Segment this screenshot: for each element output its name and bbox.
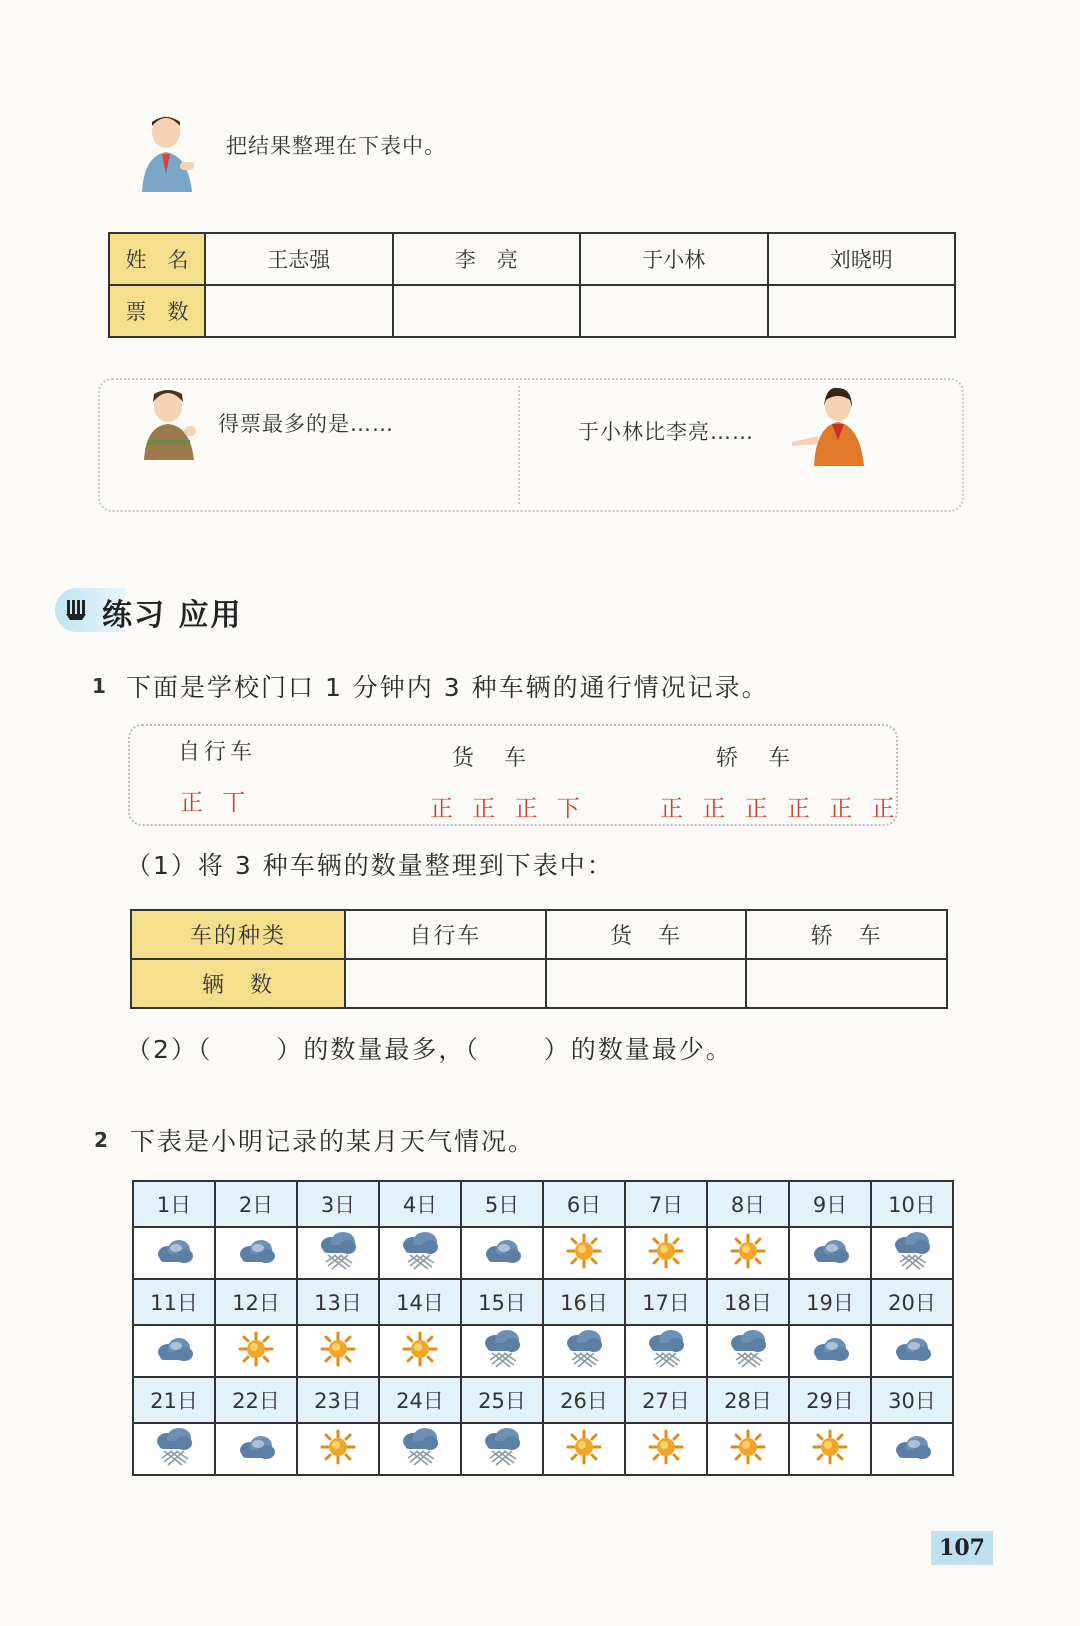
sun-icon — [648, 1450, 684, 1469]
weather-row — [133, 1227, 953, 1279]
votes-blank-cell[interactable] — [580, 285, 768, 337]
date-row — [133, 1181, 953, 1227]
cloud-icon — [810, 1347, 850, 1366]
cloud-icon — [892, 1347, 932, 1366]
rain-icon — [564, 1354, 604, 1373]
vehicle-type-cell: 自行车 — [345, 910, 546, 959]
weather-row — [133, 1423, 953, 1475]
vehicle-type-cell: 轿 车 — [746, 910, 947, 959]
date-cell: 13日 — [297, 1279, 379, 1325]
weather-cell — [379, 1325, 461, 1377]
weather-cell — [625, 1325, 707, 1377]
sun-icon — [648, 1254, 684, 1273]
weather-cell — [707, 1227, 789, 1279]
cloud-icon — [810, 1249, 850, 1268]
date-cell: 1日 — [133, 1181, 215, 1227]
votes-blank-cell[interactable] — [205, 285, 393, 337]
votes-blank-cell[interactable] — [393, 285, 581, 337]
date-cell: 10日 — [871, 1181, 953, 1227]
weather-cell — [461, 1423, 543, 1475]
sun-icon — [730, 1254, 766, 1273]
sun-icon — [238, 1352, 274, 1371]
date-cell: 21日 — [133, 1377, 215, 1423]
date-cell: 11日 — [133, 1279, 215, 1325]
weather-table — [132, 1180, 954, 1476]
votes-header: 票 数 — [109, 285, 205, 337]
right-bubble-text: 于小林比李亮…… — [578, 420, 754, 444]
vehicle-table — [130, 909, 948, 1009]
date-cell: 2日 — [215, 1181, 297, 1227]
weather-cell — [297, 1325, 379, 1377]
name-cell: 于小林 — [580, 233, 768, 285]
dialogue-divider — [518, 386, 520, 504]
vehicle-count-header: 辆 数 — [131, 959, 345, 1008]
vehicle-count-blank-cell[interactable] — [546, 959, 747, 1008]
date-cell: 28日 — [707, 1377, 789, 1423]
weather-cell — [379, 1423, 461, 1475]
weather-cell — [461, 1325, 543, 1377]
votes-blank-cell[interactable] — [768, 285, 956, 337]
rain-icon — [400, 1256, 440, 1275]
tally-label-truck: 货 车 — [452, 746, 531, 771]
name-header: 姓 名 — [109, 233, 205, 285]
date-cell: 19日 — [789, 1279, 871, 1325]
weather-cell — [379, 1227, 461, 1279]
tally-mark-bicycle: 正 丅 — [180, 790, 252, 816]
cloud-icon — [154, 1249, 194, 1268]
question-1-number: 1 — [92, 674, 106, 698]
rain-icon — [400, 1452, 440, 1471]
weather-cell — [871, 1423, 953, 1475]
cloud-icon — [236, 1249, 276, 1268]
weather-cell — [543, 1423, 625, 1475]
weather-cell — [215, 1227, 297, 1279]
date-cell: 29日 — [789, 1377, 871, 1423]
date-cell: 30日 — [871, 1377, 953, 1423]
date-cell: 20日 — [871, 1279, 953, 1325]
date-cell: 25日 — [461, 1377, 543, 1423]
date-cell: 27日 — [625, 1377, 707, 1423]
left-bubble-text: 得票最多的是…… — [218, 412, 394, 436]
boy-illustration — [138, 384, 204, 460]
weather-cell — [133, 1227, 215, 1279]
sun-icon — [320, 1450, 356, 1469]
date-cell: 6日 — [543, 1181, 625, 1227]
sun-icon — [320, 1352, 356, 1371]
date-row — [133, 1279, 953, 1325]
name-cell: 刘晓明 — [768, 233, 956, 285]
weather-row — [133, 1325, 953, 1377]
weather-cell — [871, 1227, 953, 1279]
weather-cell — [133, 1325, 215, 1377]
weather-cell — [297, 1227, 379, 1279]
cloud-icon — [482, 1249, 522, 1268]
date-cell: 3日 — [297, 1181, 379, 1227]
weather-cell — [543, 1325, 625, 1377]
section-title: 练习 应用 — [102, 598, 243, 633]
weather-cell — [133, 1423, 215, 1475]
weather-cell — [215, 1325, 297, 1377]
cloud-icon — [892, 1445, 932, 1464]
date-cell: 23日 — [297, 1377, 379, 1423]
date-cell: 14日 — [379, 1279, 461, 1325]
cloud-icon — [154, 1347, 194, 1366]
exercise-icon — [64, 598, 88, 622]
weather-cell — [789, 1325, 871, 1377]
sun-icon — [402, 1352, 438, 1371]
question-2-number: 2 — [94, 1128, 108, 1152]
page-number: 107 — [931, 1531, 993, 1565]
date-cell: 22日 — [215, 1377, 297, 1423]
vote-table — [108, 232, 956, 338]
vehicle-type-header: 车的种类 — [131, 910, 345, 959]
rain-icon — [482, 1452, 522, 1471]
date-cell: 8日 — [707, 1181, 789, 1227]
weather-cell — [543, 1227, 625, 1279]
date-cell: 12日 — [215, 1279, 297, 1325]
sun-icon — [566, 1254, 602, 1273]
date-cell: 17日 — [625, 1279, 707, 1325]
girl-illustration — [792, 386, 872, 466]
question-1-part-2: （2）（ ）的数量最多，（ ）的数量最少。 — [126, 1035, 733, 1064]
date-cell: 9日 — [789, 1181, 871, 1227]
question-2-text: 下表是小明记录的某月天气情况。 — [130, 1127, 536, 1156]
sun-icon — [566, 1450, 602, 1469]
date-cell: 26日 — [543, 1377, 625, 1423]
tally-label-car: 轿 车 — [716, 746, 795, 771]
tally-mark-car: 正 正 正 正 正 正 — [660, 796, 901, 822]
weather-cell — [461, 1227, 543, 1279]
rain-icon — [318, 1256, 358, 1275]
weather-cell — [625, 1423, 707, 1475]
date-cell: 5日 — [461, 1181, 543, 1227]
rain-icon — [482, 1354, 522, 1373]
question-1-text: 下面是学校门口 1 分钟内 3 种车辆的通行情况记录。 — [126, 673, 769, 702]
rain-icon — [728, 1354, 768, 1373]
date-cell: 15日 — [461, 1279, 543, 1325]
weather-cell — [789, 1423, 871, 1475]
vehicle-count-blank-cell[interactable] — [746, 959, 947, 1008]
cloud-icon — [236, 1445, 276, 1464]
weather-cell — [707, 1423, 789, 1475]
date-cell: 4日 — [379, 1181, 461, 1227]
weather-cell — [707, 1325, 789, 1377]
weather-cell — [297, 1423, 379, 1475]
teacher-speech: 把结果整理在下表中。 — [226, 134, 446, 158]
vehicle-type-cell: 货 车 — [546, 910, 747, 959]
tally-label-bicycle: 自行车 — [178, 740, 257, 765]
teacher-illustration — [134, 112, 214, 192]
date-cell: 18日 — [707, 1279, 789, 1325]
date-cell: 16日 — [543, 1279, 625, 1325]
date-row — [133, 1377, 953, 1423]
date-cell: 7日 — [625, 1181, 707, 1227]
tally-mark-truck: 正 正 正 下 — [430, 796, 586, 822]
rain-icon — [646, 1354, 686, 1373]
rain-icon — [154, 1452, 194, 1471]
question-1-part-1: （1）将 3 种车辆的数量整理到下表中： — [126, 851, 614, 880]
weather-cell — [789, 1227, 871, 1279]
rain-icon — [892, 1256, 932, 1275]
vehicle-count-blank-cell[interactable] — [345, 959, 546, 1008]
sun-icon — [730, 1450, 766, 1469]
date-cell: 24日 — [379, 1377, 461, 1423]
name-cell: 李 亮 — [393, 233, 581, 285]
weather-cell — [871, 1325, 953, 1377]
weather-cell — [215, 1423, 297, 1475]
sun-icon — [812, 1450, 848, 1469]
weather-cell — [625, 1227, 707, 1279]
name-cell: 王志强 — [205, 233, 393, 285]
